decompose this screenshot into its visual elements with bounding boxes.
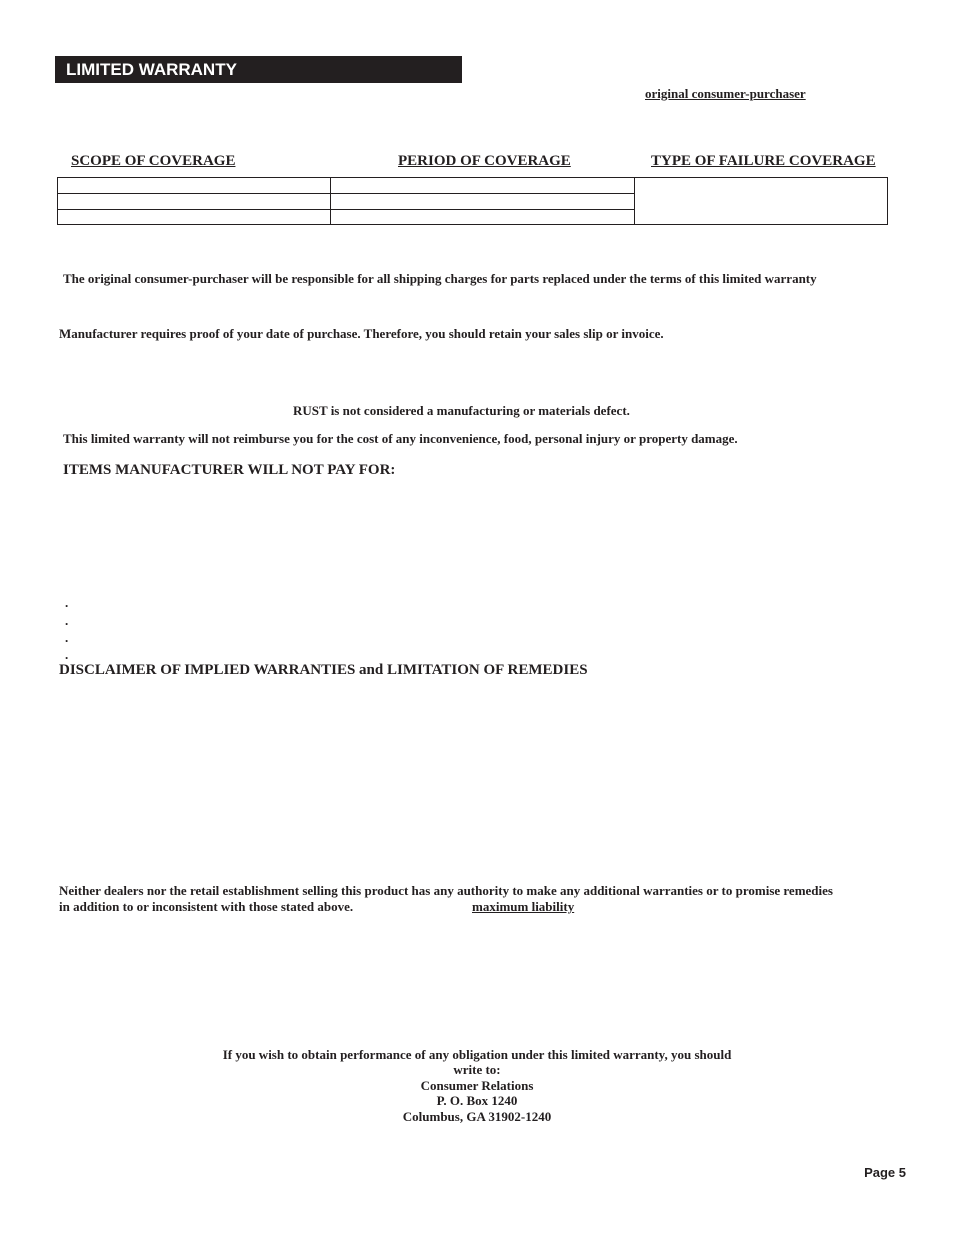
page-number: Page 5 xyxy=(864,1165,906,1180)
proof-of-purchase-text: Manufacturer requires proof of your date of purchase. Therefore, you should retain your sales slip or invoice. xyxy=(59,326,664,341)
reimbursement-text: This limited warranty will not reimburse you for the cost of any inconvenience, food, personal injury or property damage. xyxy=(63,431,738,446)
table-cell xyxy=(57,177,331,194)
shipping-charges-text: The original consumer-purchaser will be responsible for all shipping charges for parts replaced under the terms of this limited warranty xyxy=(63,271,817,286)
list-bullet: . xyxy=(65,613,69,628)
disclaimer-heading: DISCLAIMER OF IMPLIED WARRANTIES and LIMITATION OF REMEDIES xyxy=(59,662,588,678)
maximum-liability-label: maximum liability xyxy=(472,899,575,914)
contact-city-state-zip: Columbus, GA 31902-1240 xyxy=(402,1109,552,1124)
contact-write-to: write to: xyxy=(453,1062,501,1077)
table-cell xyxy=(330,177,635,194)
original-consumer-purchaser-label: original consumer-purchaser xyxy=(645,86,806,101)
contact-po-box: P. O. Box 1240 xyxy=(436,1093,518,1108)
scope-of-coverage-header: SCOPE OF COVERAGE xyxy=(71,153,236,169)
table-cell xyxy=(57,193,331,210)
table-cell xyxy=(57,209,331,225)
list-bullet: . xyxy=(65,630,69,645)
table-cell xyxy=(634,177,888,225)
dealers-authority-text-continued: in addition to or inconsistent with those stated above. xyxy=(59,899,354,914)
period-of-coverage-header: PERIOD OF COVERAGE xyxy=(398,153,571,169)
type-of-failure-coverage-header: TYPE OF FAILURE COVERAGE xyxy=(651,153,876,169)
contact-department: Consumer Relations xyxy=(420,1078,534,1093)
list-bullet: . xyxy=(65,647,69,662)
dealers-authority-text: Neither dealers nor the retail establishment selling this product has any authority to make any additional warranties or to promise remedies xyxy=(59,883,833,898)
rust-notice-text: RUST is not considered a manufacturing or materials defect. xyxy=(293,403,630,418)
limited-warranty-banner: LIMITED WARRANTY xyxy=(55,56,462,83)
table-cell xyxy=(330,209,635,225)
table-cell xyxy=(330,193,635,210)
list-bullet: . xyxy=(65,595,69,610)
contact-instructions: If you wish to obtain performance of any obligation under this limited warranty, you should xyxy=(222,1047,732,1062)
items-not-paid-heading: ITEMS MANUFACTURER WILL NOT PAY FOR: xyxy=(63,462,396,478)
